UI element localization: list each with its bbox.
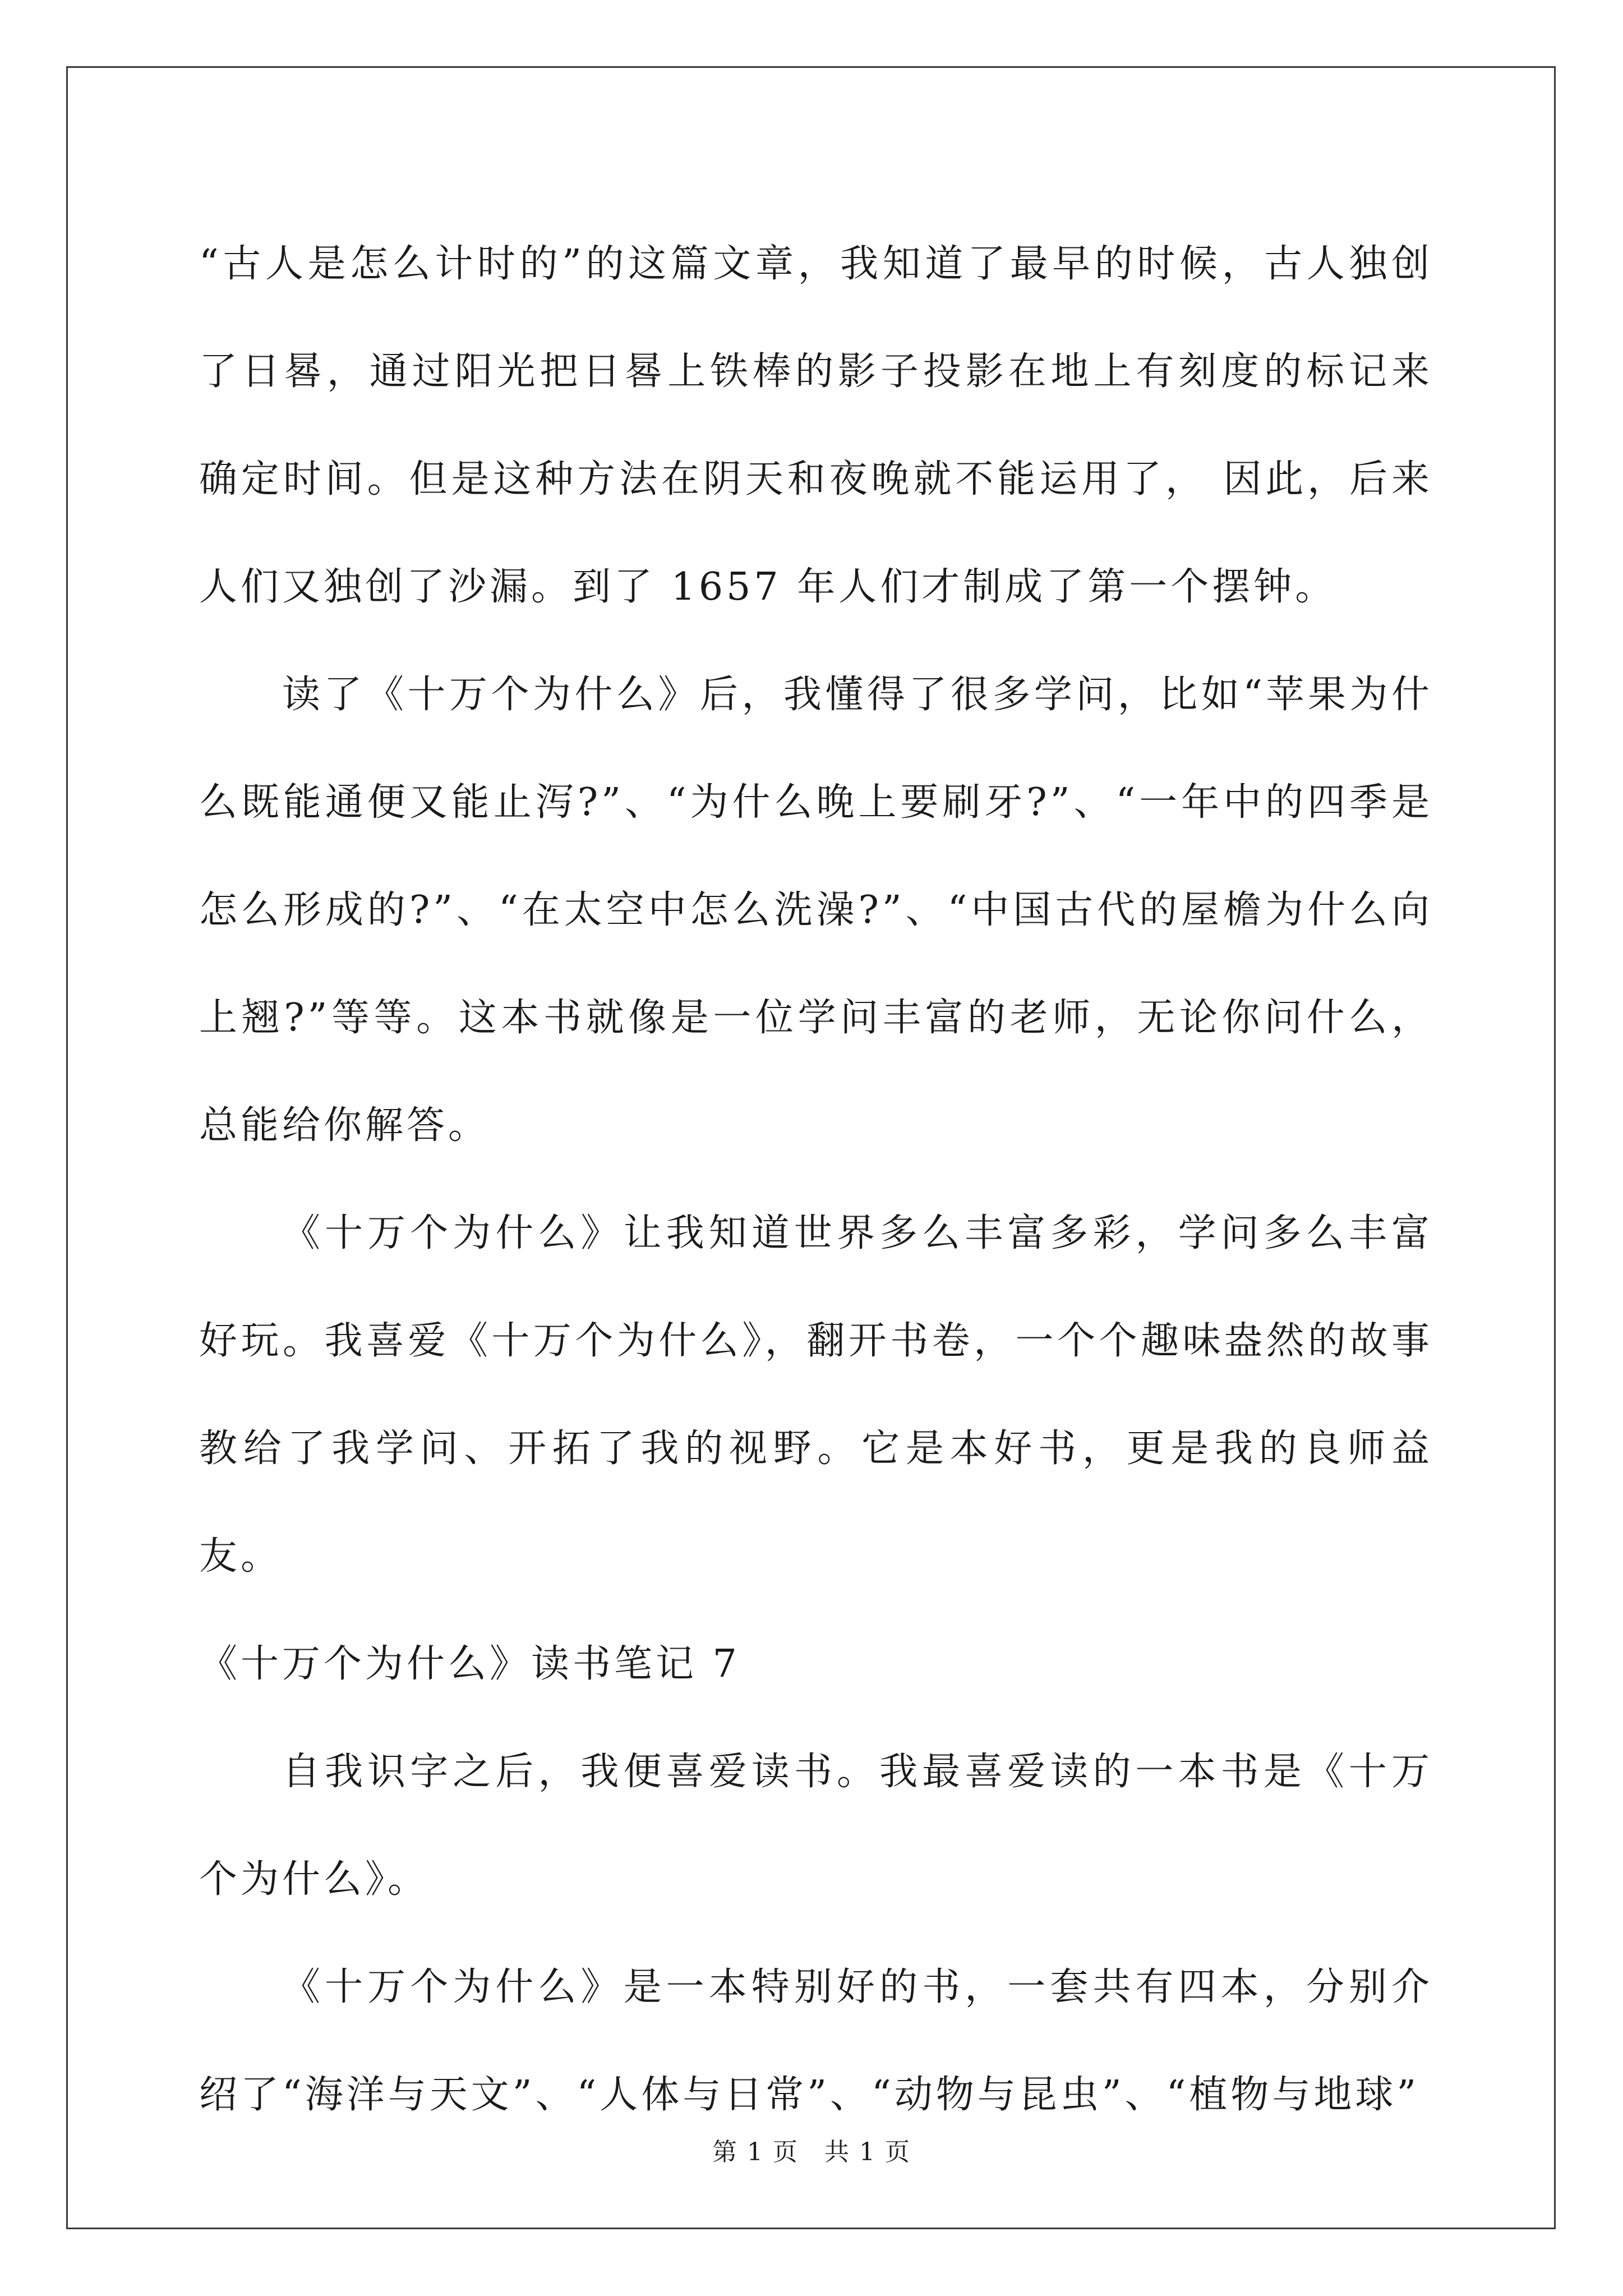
paragraph: 《十万个为什么》让我知道世界多么丰富多彩，学问多么丰富好玩。我喜爱《十万个为什么》，翻开书卷，一个个趣味盎然的故事教给了我学问、开拓了我的视野。它是本好书，更是我的良师益友。 — [199, 1211, 1433, 1579]
paragraph: 《十万个为什么》是一本特别好的书，一套共有四本，分别介绍了“海洋与天文”、“人体与日常”、“动物与昆虫”、“植物与地球” — [199, 1965, 1433, 2117]
page-footer: 第 1 页 共 1 页 — [712, 2138, 911, 2166]
paragraph-continued: “古人是怎么计时的”的这篇文章，我知道了最早的时候，古人独创了日晷，通过阳光把日晷上铁棒的影子投影在地上有刻度的标记来确定时间。但是这种方法在阴天和夜晚就不能运用了， 因此，后来人们又独创了沙漏。到了 1657 年人们才制成了第一个摆钟。 — [199, 242, 1433, 609]
section-title: 《十万个为什么》读书笔记 7 — [199, 1642, 740, 1686]
paragraph: 自我识字之后，我便喜爱读书。我最喜爱读的一本书是《十万个为什么》。 — [199, 1750, 1433, 1902]
paragraph: 读了《十万个为什么》后，我懂得了很多学问，比如“苹果为什么既能通便又能止泻?”、“为什么晚上要刷牙?”、“一年中的四季是怎么形成的?”、“在太空中怎么洗澡?”、“中国古代的屋檐为什么向上翘?”等等。这本书就像是一位学问丰富的老师，无论你问什么，总能给你解答。 — [199, 673, 1433, 1148]
document-body — [199, 210, 1433, 2149]
